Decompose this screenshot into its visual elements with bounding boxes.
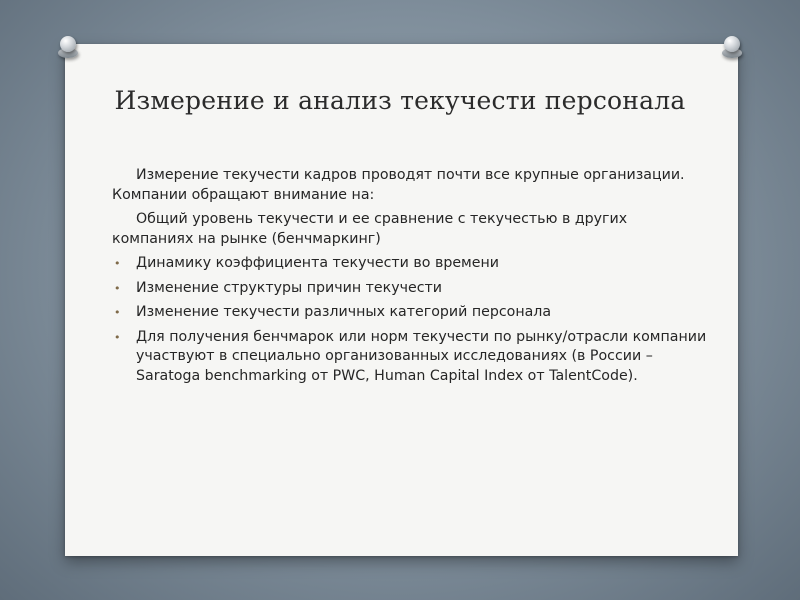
intro-paragraph: Общий уровень текучести и ее сравнение с текучестью в других компаниях на рынке (бенчмаркинг) [112, 211, 628, 247]
list-item [112, 328, 712, 387]
bullet-icon: • [114, 257, 121, 270]
list-item [112, 254, 712, 274]
intro-paragraph: Измерение текучести кадров проводят почти все крупные организации. Компании обращают внимание на: [112, 167, 685, 203]
pushpin-icon [58, 36, 78, 60]
slide-title: Измерение и анализ текучести персонала [114, 86, 686, 115]
bullet-icon: • [114, 330, 121, 344]
list-item-text: Для получения бенчмарок или норм текучести по рынку/отрасли компании участвуют в специально организованных исследованиях (в России – Saratoga benchmarking от PWC, Human Capital Index от TalentCode). [136, 328, 707, 384]
list-item-text: Изменение текучести различных категорий персонала [136, 304, 552, 320]
list-item-text: Изменение структуры причин текучести [136, 279, 442, 296]
pushpin-icon [722, 36, 742, 60]
bullet-icon: • [114, 306, 121, 319]
slide-body [112, 166, 712, 391]
list-item [112, 279, 712, 299]
bullet-icon: • [114, 281, 121, 295]
bullet-list [112, 254, 712, 386]
list-item-text: Динамику коэффициента текучести во времени [136, 255, 499, 271]
list-item [112, 303, 712, 323]
